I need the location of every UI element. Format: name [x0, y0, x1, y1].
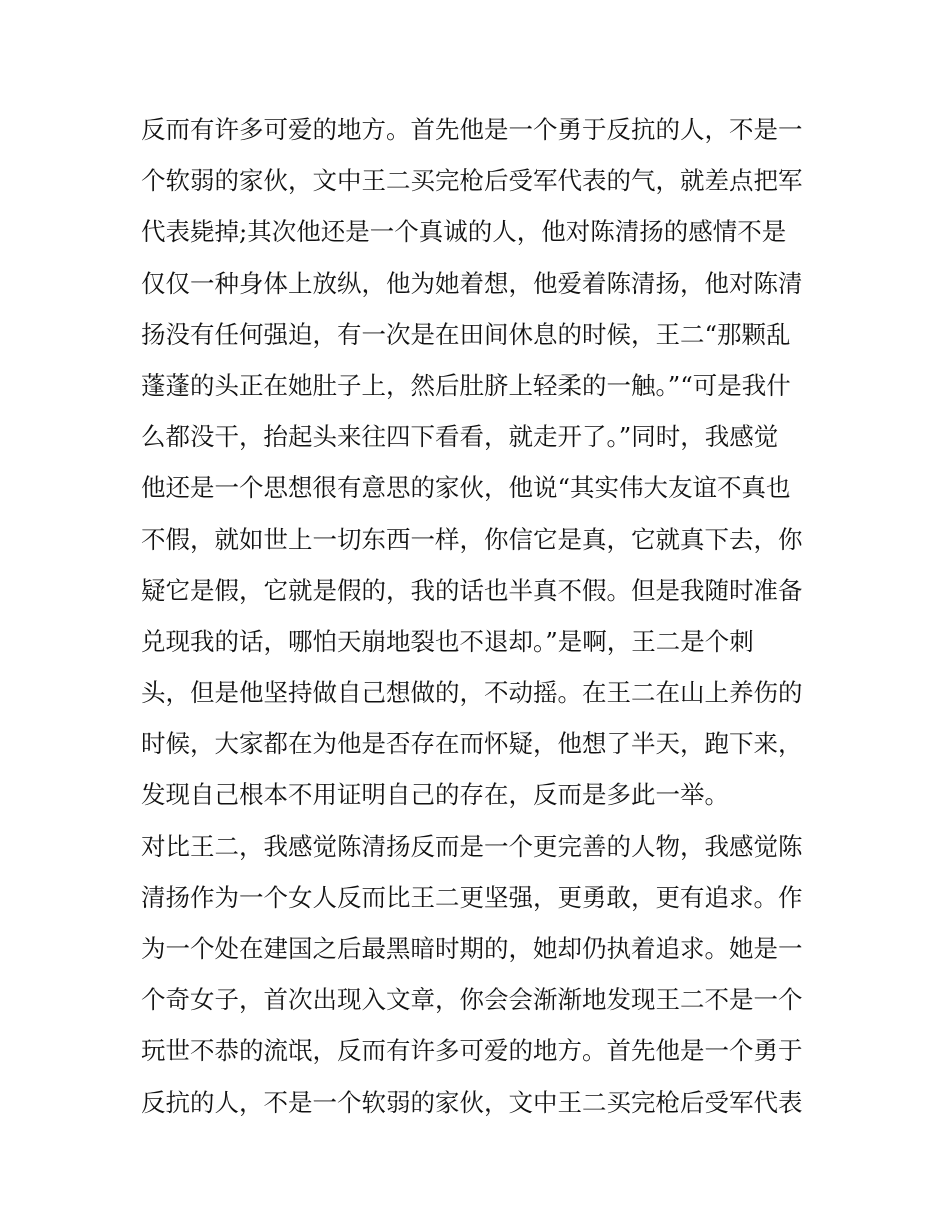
text-line: 清扬作为一个女人反而比王二更坚强，更勇敢，更有追求。作 [141, 882, 803, 912]
text-line: 对比王二，我感觉陈清扬反而是一个更完善的人物，我感觉陈 [141, 831, 803, 861]
text-line: 代表毙掉;其次他还是一个真诚的人，他对陈清扬的感情不是 [141, 217, 787, 247]
text-line: 不假，就如世上一切东西一样，你信它是真，它就真下去，你 [141, 524, 803, 554]
text-line: 兑现我的话，哪怕天崩地裂也不退却。”是啊，王二是个刺 [141, 626, 754, 656]
text-line: 反抗的人，不是一个软弱的家伙，文中王二买完枪后受军代表 [141, 1087, 803, 1117]
text-line: 为一个处在建国之后最黑暗时期的，她却仍执着追求。她是一 [141, 934, 803, 963]
text-line: 个软弱的家伙，文中王二买完枪后受军代表的气，就差点把军 [141, 166, 803, 196]
text-line: 疑它是假，它就是假的，我的话也半真不假。但是我随时准备 [141, 575, 803, 605]
text-line: 反而有许多可爱的地方。首先他是一个勇于反抗的人，不是一 [141, 115, 803, 144]
text-line: 玩世不恭的流氓，反而有许多可爱的地方。首先他是一个勇于 [141, 1036, 803, 1066]
text-line: 个奇女子，首次出现入文章，你会会渐渐地发现王二不是一个 [141, 985, 803, 1015]
text-line: 么都没干，抬起头来往四下看看，就走开了。”同时，我感觉 [141, 422, 779, 452]
text-line: 发现自己根本不用证明自己的存在，反而是多此一举。 [141, 780, 729, 810]
text-line: 扬没有任何强迫，有一次是在田间休息的时候，王二“那颗乱 [141, 319, 791, 349]
text-line: 头，但是他坚持做自己想做的，不动摇。在王二在山上养伤的 [141, 678, 803, 708]
text-line: 仅仅一种身体上放纵，他为她着想，他爱着陈清扬，他对陈清 [141, 268, 803, 298]
text-line: 蓬蓬的头正在她肚子上，然后肚脐上轻柔的一触。”“可是我什 [141, 370, 791, 400]
text-line: 他还是一个思想很有意思的家伙，他说“其实伟大友谊不真也 [141, 473, 791, 503]
text-line: 时候，大家都在为他是否存在而怀疑，他想了半天，跑下来， [141, 729, 803, 759]
essay-text [141, 104, 821, 1128]
